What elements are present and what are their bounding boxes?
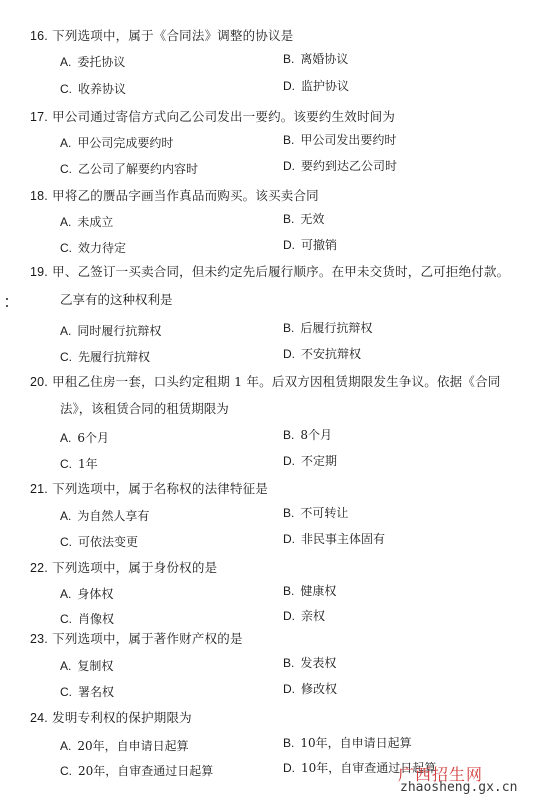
question-stem: 20. 甲租乙住房一套，口头约定租期 1 年。后双方因租赁期限发生争议。依据《合同 — [30, 374, 501, 389]
scan-speck — [6, 305, 8, 307]
option-d: D. 亲权 — [283, 609, 326, 623]
option-c: C. 署名权 — [60, 685, 115, 699]
option-c: C. 收养协议 — [60, 82, 127, 96]
scan-speck — [6, 298, 8, 300]
option-d: D. 要约到达乙公司时 — [283, 159, 398, 173]
option-b: B. 10年，自申请日起算 — [283, 736, 412, 750]
option-a: A. 6个月 — [60, 431, 109, 445]
question-stem: 19. 甲、乙签订一买卖合同，但未约定先后履行顺序。在甲未交货时，乙可拒绝付款。 — [30, 264, 510, 279]
option-c: C. 可依法变更 — [60, 535, 139, 549]
option-c: C. 先履行抗辩权 — [60, 350, 151, 364]
option-b: B. 健康权 — [283, 584, 337, 598]
option-c: C. 肖像权 — [60, 612, 115, 626]
question-stem: 18. 甲将乙的赝品字画当作真品而购买。该买卖合同 — [30, 188, 319, 203]
option-d: D. 10年，自审查通过日起算 — [283, 761, 437, 775]
option-c: C. 20年，自审查通过日起算 — [60, 764, 214, 778]
question-stem: 16. 下列选项中，属于《合同法》调整的协议是 — [30, 28, 294, 43]
option-a: A. 身体权 — [60, 587, 114, 601]
option-a: A. 甲公司完成要约时 — [60, 136, 174, 150]
watermark-url[interactable]: zhaosheng.gx.cn — [400, 780, 518, 795]
option-d: D. 非民事主体固有 — [283, 532, 386, 546]
option-b: B. 8个月 — [283, 428, 332, 442]
option-a: A. 为自然人享有 — [60, 509, 150, 523]
question-stem: 21. 下列选项中，属于名称权的法律特征是 — [30, 481, 269, 496]
question-stem-continued: 法》，该租赁合同的租赁期限为 — [60, 401, 229, 416]
option-a: A. 同时履行抗辩权 — [60, 324, 162, 338]
option-b: B. 发表权 — [283, 656, 337, 670]
option-d: D. 不安抗辩权 — [283, 347, 362, 361]
option-c: C. 乙公司了解要约内容时 — [60, 162, 199, 176]
question-stem: 23. 下列选项中，属于著作财产权的是 — [30, 631, 243, 646]
question-stem-continued: 乙享有的这种权利是 — [60, 292, 173, 307]
option-c: C. 效力待定 — [60, 241, 127, 255]
option-b: B. 不可转让 — [283, 506, 349, 520]
option-b: B. 后履行抗辩权 — [283, 321, 373, 335]
option-a: A. 复制权 — [60, 659, 114, 673]
option-a: A. 委托协议 — [60, 55, 126, 69]
option-d: D. 修改权 — [283, 682, 338, 696]
question-stem: 22. 下列选项中，属于身份权的是 — [30, 560, 218, 575]
option-b: B. 离婚协议 — [283, 52, 349, 66]
option-b: B. 无效 — [283, 212, 325, 226]
option-b: B. 甲公司发出要约时 — [283, 133, 397, 147]
option-d: D. 可撤销 — [283, 238, 338, 252]
option-a: A. 20年，自申请日起算 — [60, 739, 189, 753]
option-a: A. 未成立 — [60, 215, 114, 229]
watermark-site-name: 广西招生网 — [398, 765, 484, 784]
question-stem: 24. 发明专利权的保护期限为 — [30, 710, 192, 725]
question-stem: 17. 甲公司通过寄信方式向乙公司发出一要约。该要约生效时间为 — [30, 109, 396, 124]
option-d: D. 不定期 — [283, 454, 338, 468]
option-c: C. 1年 — [60, 457, 98, 471]
option-d: D. 监护协议 — [283, 79, 350, 93]
